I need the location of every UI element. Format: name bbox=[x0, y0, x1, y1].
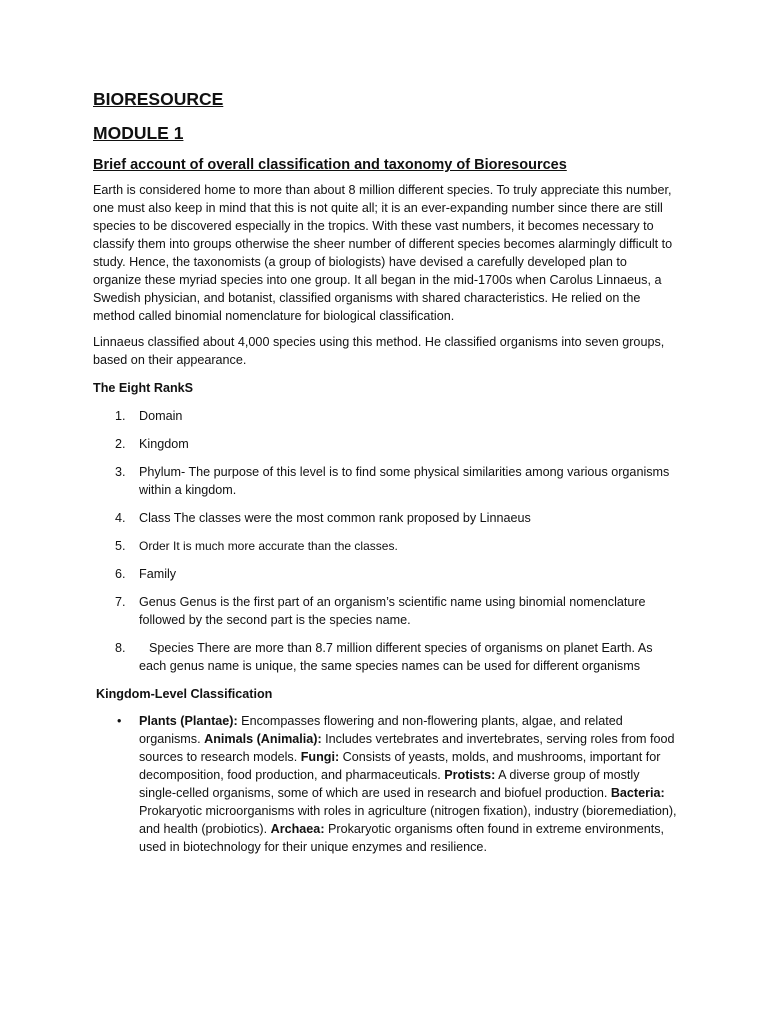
list-item bbox=[93, 463, 678, 499]
list-item bbox=[93, 407, 678, 425]
bullet-icon: • bbox=[117, 714, 122, 728]
kingdom-desc-protists: A diverse group of mostly single-celled organisms, some of which are used in research and biofuel production. bbox=[139, 768, 640, 800]
document-page bbox=[93, 86, 678, 856]
list-number: 7. bbox=[115, 595, 126, 609]
kingdom-desc-archaea: Prokaryotic organisms often found in extreme environments, used in biotechnology for their unique enzymes and resilience. bbox=[139, 822, 665, 854]
list-item bbox=[93, 712, 678, 856]
list-item bbox=[93, 593, 678, 629]
list-item-text: Kingdom bbox=[139, 437, 189, 451]
list-number: 8. bbox=[115, 641, 126, 655]
list-number: 4. bbox=[115, 511, 126, 525]
list-item bbox=[93, 565, 678, 583]
kingdom-label-animals: Animals (Animalia): bbox=[204, 732, 322, 746]
list-item-text: Domain bbox=[139, 409, 183, 423]
list-number: 2. bbox=[115, 437, 126, 451]
kingdom-desc-plants: Encompasses flowering and non-flowering plants, algae, and related organisms. bbox=[139, 714, 623, 746]
linnaeus-paragraph: Linnaeus classified about 4,000 species using this method. He classified organisms into seven groups, based on their appearance. bbox=[93, 335, 665, 367]
list-item-text: Phylum- The purpose of this level is to find some physical similarities among various organisms within a kingdom. bbox=[139, 465, 670, 497]
list-item-text: Genus Genus is the first part of an organism’s scientific name using binomial nomenclature followed by the second part is the species name. bbox=[139, 595, 646, 627]
list-number: 3. bbox=[115, 465, 126, 479]
kingdom-desc-animals: Includes vertebrates and invertebrates, serving roles from food sources to research models. bbox=[139, 732, 675, 764]
intro-paragraph: Earth is considered home to more than about 8 million different species. To truly appreciate this number, one must also keep in mind that this is not quite all; it is an ever-expanding number since there are still species to be discovered especially in the tropics. With these vast numbers, it becomes necessary to classify them into groups otherwise the sheer number of different species becomes alarmingly difficult to study. Hence, the taxonomists (a group of biologists) have devised a carefully developed plan to organize these myriad species into one group. It all began in the mid-1700s when Carolus Linnaeus, a Swedish physician, and botanist, classified organisms with shared characteristics. He relied on the method called binomial nomenclature for biological classification. bbox=[93, 183, 673, 323]
kingdom-heading: Kingdom-Level Classification bbox=[96, 687, 273, 701]
kingdom-text bbox=[139, 714, 677, 854]
ranks-list bbox=[93, 407, 678, 675]
kingdom-label-plants: Plants (Plantae): bbox=[139, 714, 238, 728]
kingdom-label-bacteria: Bacteria: bbox=[610, 786, 665, 800]
kingdom-label-archaea: Archaea: bbox=[270, 822, 325, 836]
list-item-text: Family bbox=[139, 567, 177, 581]
list-item bbox=[93, 509, 678, 527]
kingdom-label-fungi: Fungi: bbox=[300, 750, 340, 764]
list-item bbox=[93, 435, 678, 453]
list-item-text: Class The classes were the most common rank proposed by Linnaeus bbox=[139, 511, 531, 525]
list-item-text: Species There are more than 8.7 million different species of organisms on planet Earth. As each genus name is unique, the same species names can be used for different organisms bbox=[139, 641, 653, 673]
list-item bbox=[93, 639, 678, 675]
list-item-text: Order It is much more accurate than the classes. bbox=[139, 539, 398, 553]
list-number: 5. bbox=[115, 539, 126, 553]
section-subtitle: Brief account of overall classification and taxonomy of Bioresources bbox=[93, 157, 567, 173]
module-title: MODULE 1 bbox=[93, 123, 184, 143]
list-number: 1. bbox=[115, 409, 126, 423]
kingdom-desc-fungi: Consists of yeasts, molds, and mushrooms, important for decomposition, food production, and pharmaceuticals. bbox=[139, 750, 661, 782]
kingdom-list bbox=[93, 712, 678, 856]
kingdom-desc-bacteria: Prokaryotic microorganisms with roles in agriculture (nitrogen fixation), industry (bioremediation), and health (probiotics). bbox=[139, 804, 677, 836]
document-title: BIORESOURCE bbox=[93, 89, 224, 109]
list-number: 6. bbox=[115, 567, 126, 581]
kingdom-label-protists: Protists: bbox=[444, 768, 496, 782]
list-item bbox=[93, 537, 678, 555]
ranks-heading: The Eight RankS bbox=[93, 381, 194, 395]
